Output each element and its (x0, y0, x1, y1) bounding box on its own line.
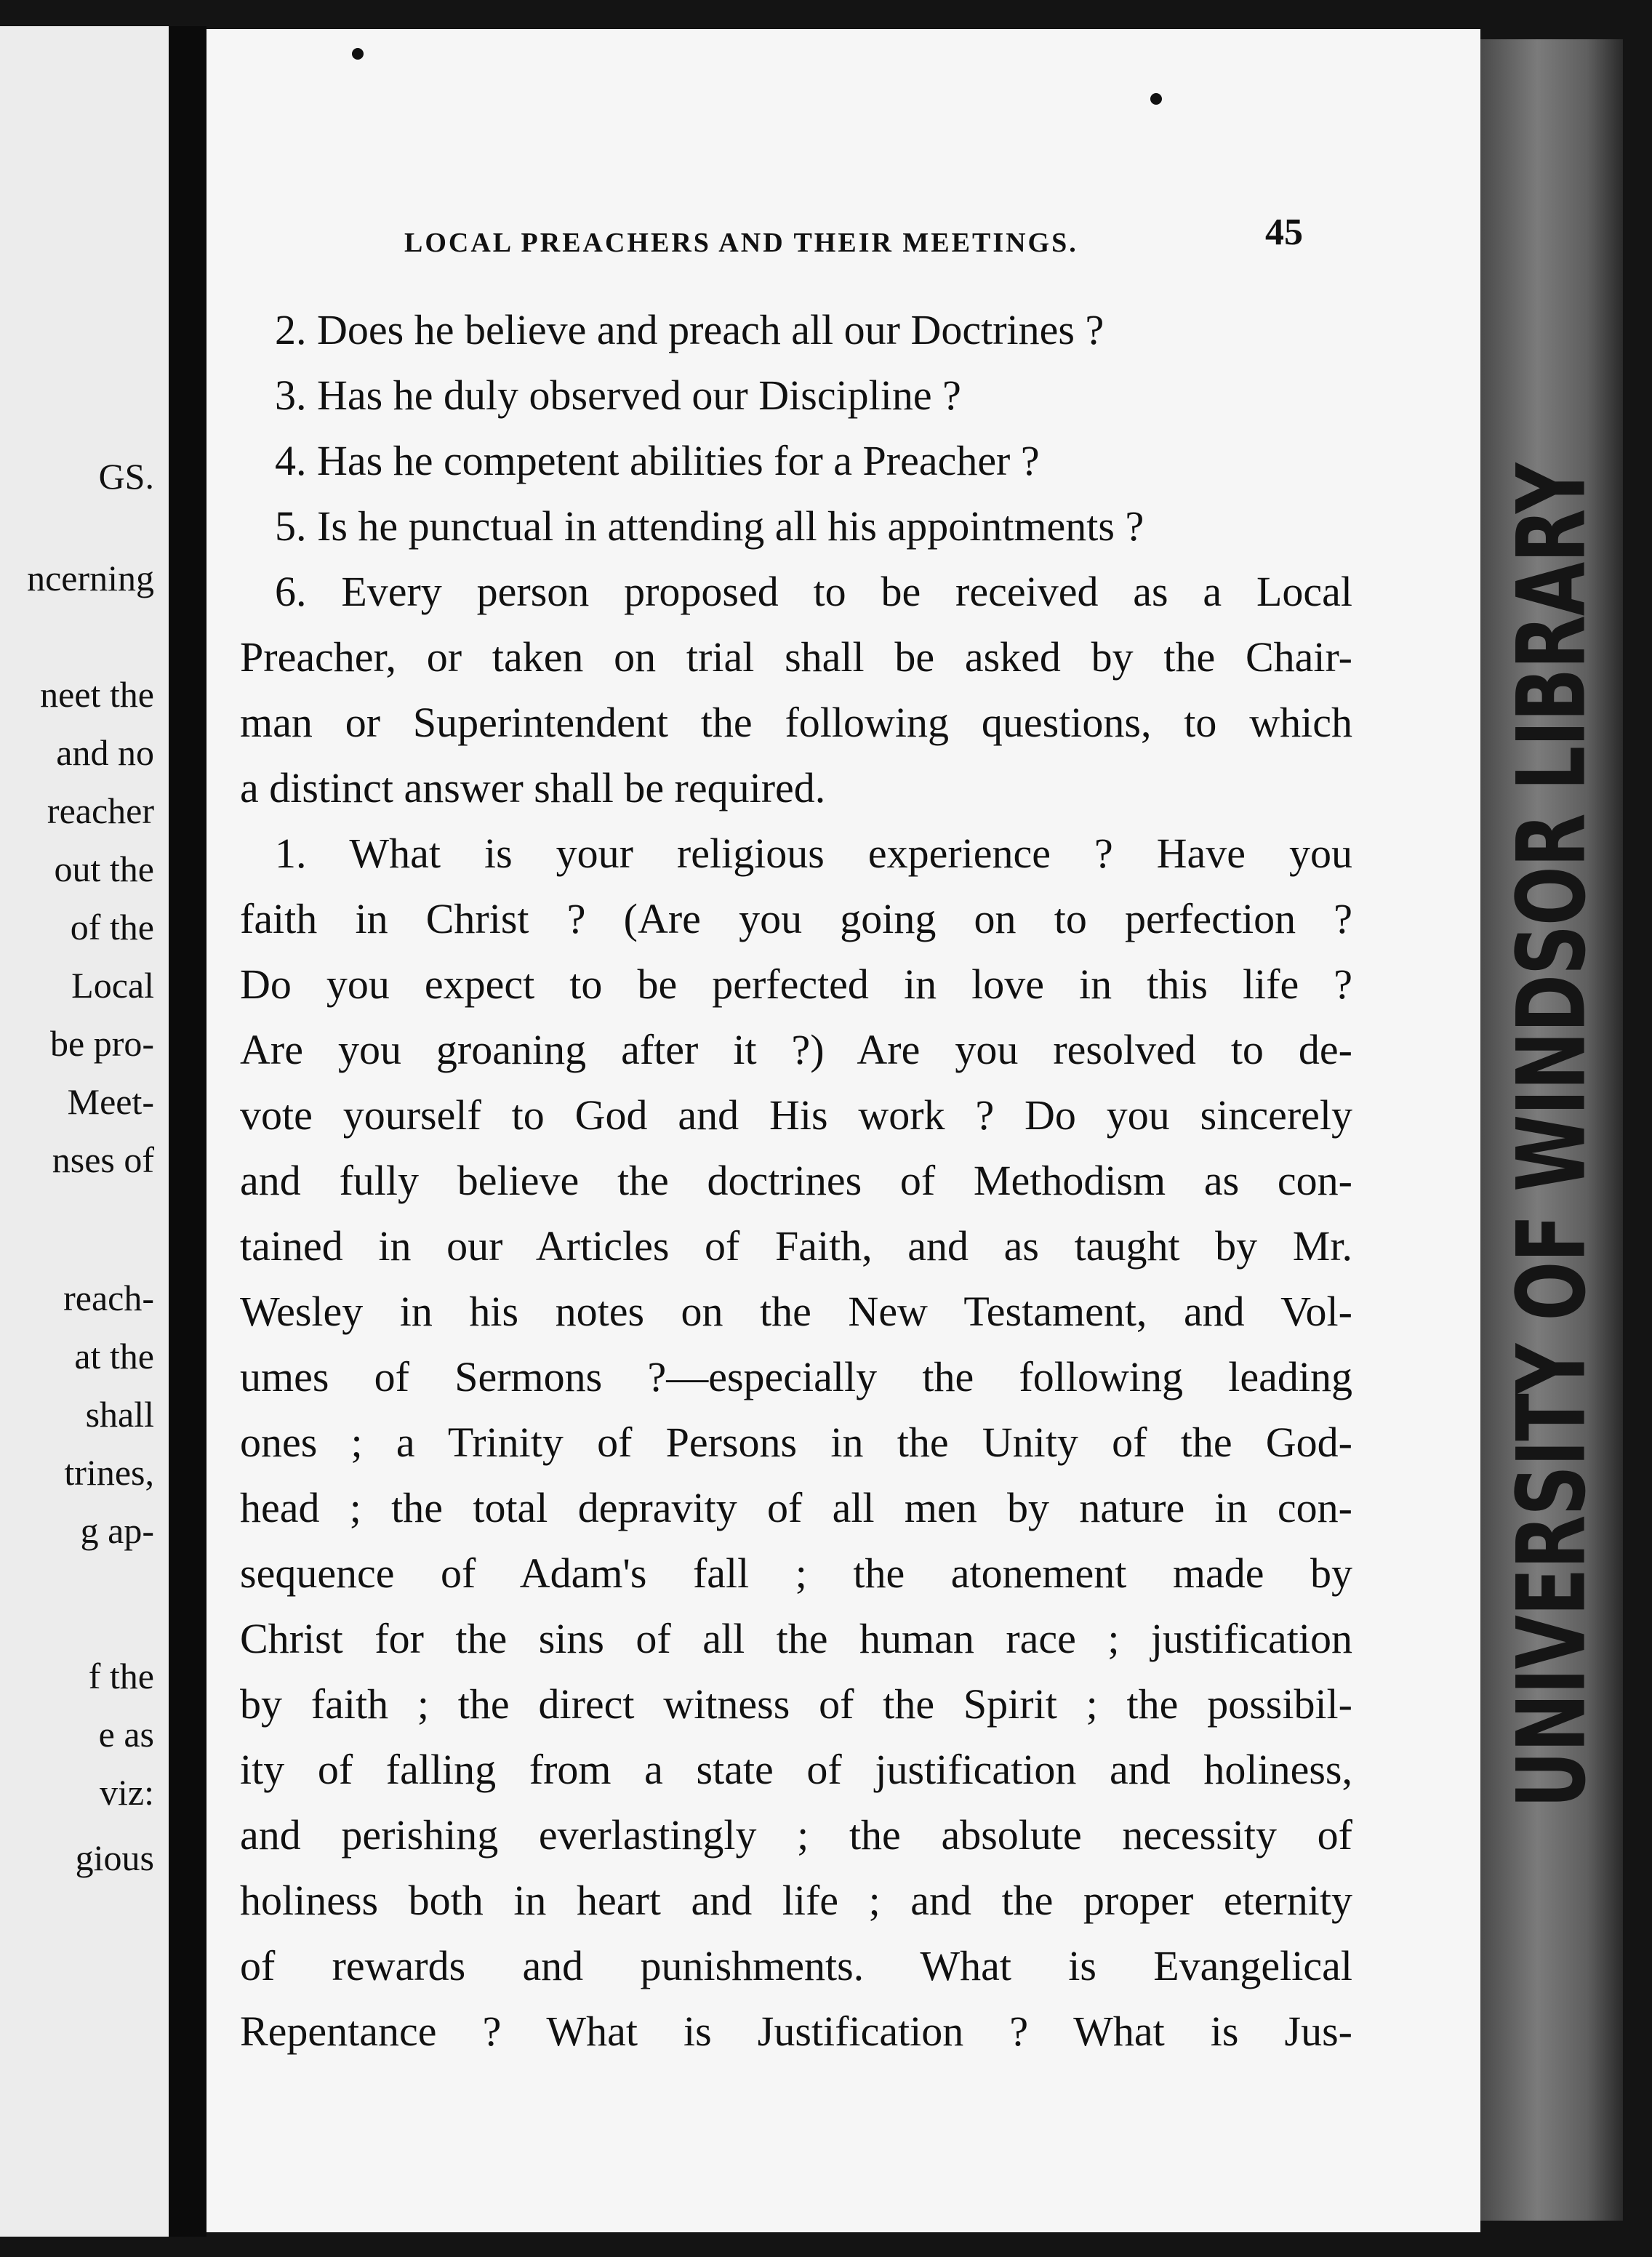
page-number: 45 (1265, 212, 1303, 253)
facing-page-line: g ap- (80, 1510, 154, 1551)
facing-page-line: e as (98, 1714, 154, 1755)
facing-page-line: shall (85, 1394, 154, 1435)
ink-speck (352, 48, 364, 60)
facing-page-line: and no (56, 732, 154, 773)
facing-page-line: trines, (64, 1452, 154, 1493)
text-line: a distinct answer shall be required. (240, 764, 826, 811)
text-line: man or Superintendent the following questions, to which (240, 699, 1352, 746)
text-line: and perishing everlastingly ; the absolute necessity of (240, 1811, 1352, 1859)
text-line: umes of Sermons ?—especially the following leading (240, 1353, 1352, 1400)
text-line: Preacher, or taken on trial shall be asked by the Chair- (240, 633, 1352, 681)
text-line: and fully believe the doctrines of Methodism as con- (240, 1157, 1352, 1204)
facing-page-line: neet the (40, 674, 154, 715)
book-gutter (169, 26, 206, 2237)
text-line: of rewards and punishments. What is Evangelical (240, 1942, 1352, 1989)
text-line: Do you expect to be perfected in love in this life ? (240, 961, 1352, 1008)
text-line: by faith ; the direct witness of the Spirit ; the possibil- (240, 1680, 1352, 1728)
text-line: Wesley in his notes on the New Testament, and Vol- (240, 1288, 1352, 1335)
facing-page-line: Local (71, 965, 154, 1006)
facing-page-line: of the (70, 907, 154, 947)
text-line: 5. Is he punctual in attending all his appointments ? (275, 502, 1144, 550)
text-line: vote yourself to God and His work ? Do you sincerely (240, 1091, 1352, 1139)
text-line: Are you groaning after it ?) Are you resolved to de- (240, 1026, 1352, 1073)
facing-page-line: ncerning (27, 558, 154, 598)
text-line: Christ for the sins of all the human race ; justification (240, 1615, 1352, 1662)
facing-page-line: reach- (63, 1278, 154, 1318)
facing-page-line: gious (75, 1837, 154, 1878)
text-line: tained in our Articles of Faith, and as taught by Mr. (240, 1222, 1352, 1270)
text-line: sequence of Adam's fall ; the atonement made by (240, 1550, 1352, 1597)
text-line: Repentance ? What is Justification ? What is Jus- (240, 2008, 1352, 2055)
text-line: head ; the total depravity of all men by nature in con- (240, 1484, 1352, 1531)
text-line: 4. Has he competent abilities for a Preacher ? (275, 437, 1040, 484)
text-line: ity of falling from a state of justification and holiness, (240, 1746, 1352, 1793)
text-line: 3. Has he duly observed our Discipline ? (275, 372, 961, 419)
facing-page-line: be pro- (50, 1023, 154, 1064)
facing-page-line: Meet- (67, 1081, 154, 1122)
facing-page-line: f the (88, 1656, 154, 1696)
text-line: ones ; a Trinity of Persons in the Unity of the God- (240, 1419, 1352, 1466)
facing-page-line: at the (74, 1336, 154, 1376)
text-line: holiness both in heart and life ; and the proper eternity (240, 1877, 1352, 1924)
library-stamp: UNIVERSITY OF WINDSOR LIBRARY (1496, 463, 1607, 1808)
text-line: 2. Does he believe and preach all our Doctrines ? (275, 306, 1104, 353)
ink-speck (1150, 93, 1162, 105)
facing-page-line: GS. (98, 456, 154, 497)
facing-page-line: out the (54, 849, 154, 889)
text-line: faith in Christ ? (Are you going on to perfection ? (240, 895, 1352, 942)
facing-page-line: viz: (100, 1772, 154, 1813)
text-line: 6. Every person proposed to be received as a Local (275, 568, 1352, 615)
facing-page-line: reacher (47, 790, 154, 831)
facing-page-fragment (0, 26, 169, 2237)
facing-page-line: nses of (52, 1139, 154, 1180)
text-line: 1. What is your religious experience ? Have you (275, 830, 1352, 877)
running-head: LOCAL PREACHERS AND THEIR MEETINGS. (404, 228, 1078, 258)
